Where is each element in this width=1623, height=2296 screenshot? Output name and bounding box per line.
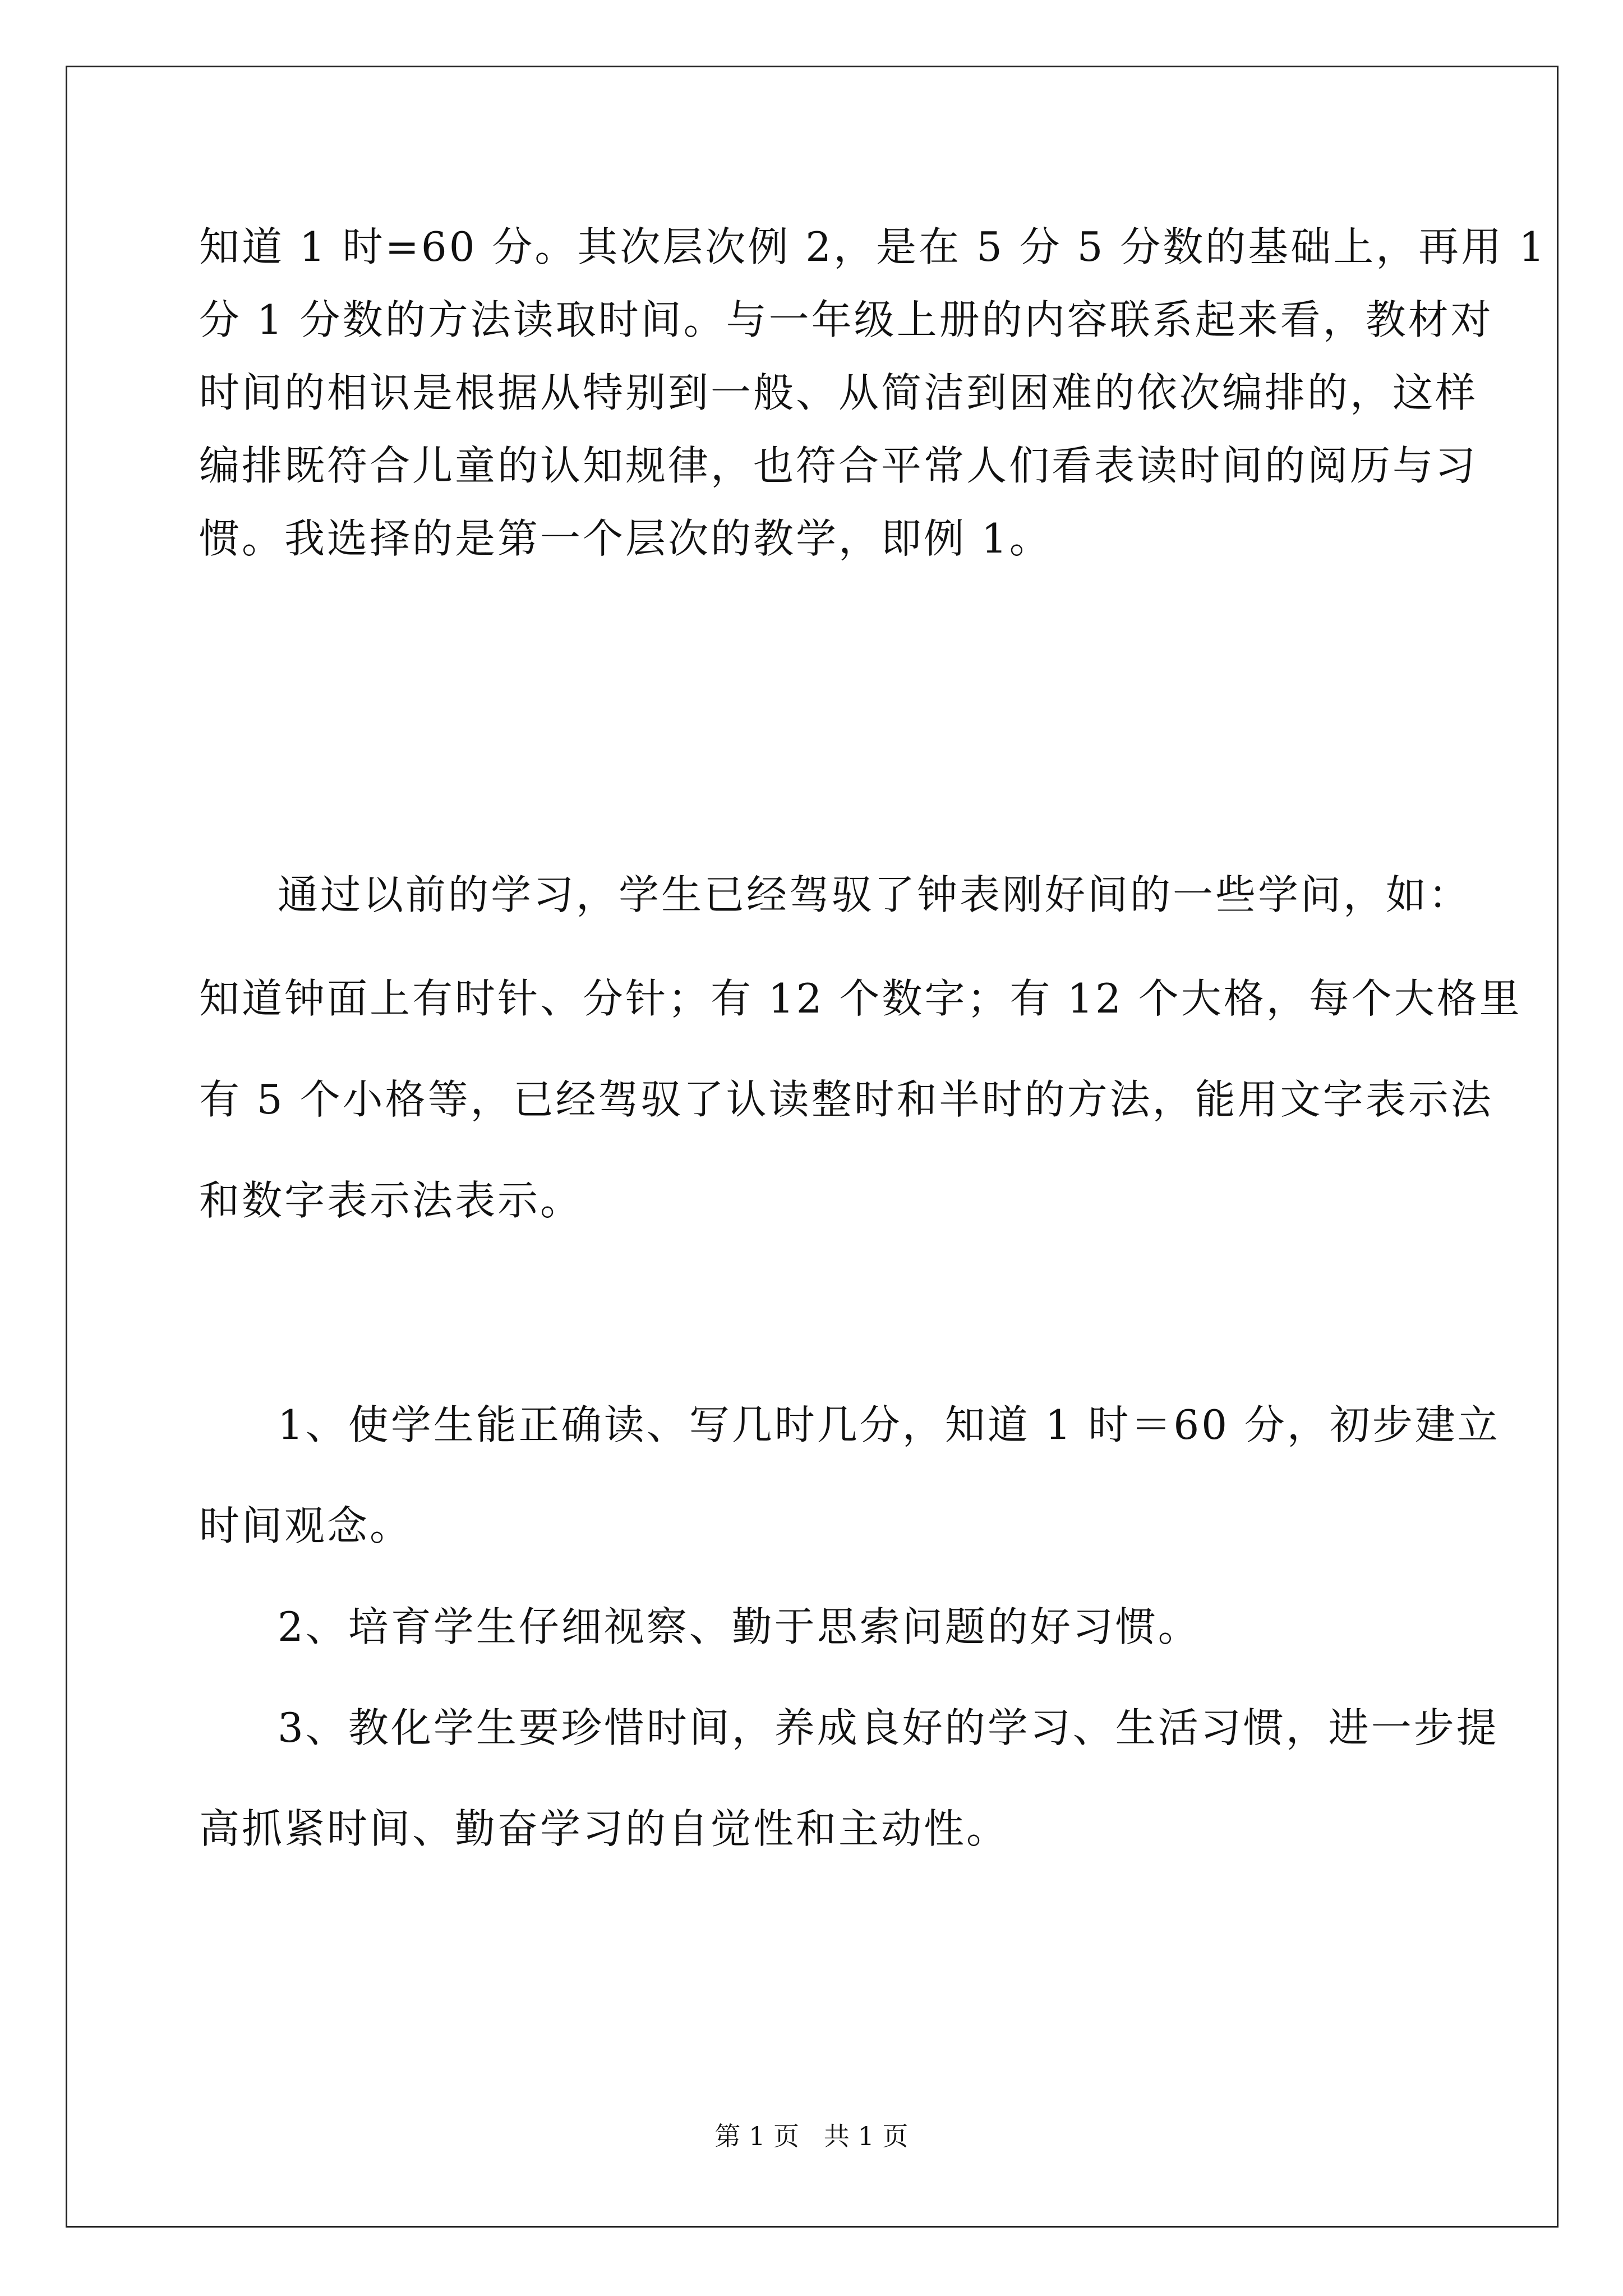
paragraph-2-line-4: 和数字表示法表示。 — [199, 1177, 583, 1224]
objective-3-line-2: 高抓紧时间、勤奋学习的自觉性和主动性。 — [199, 1805, 1009, 1852]
paragraph-2-line-1: 通过以前的学习，学生已经驾驭了钟表刚好间的一些学问，如： — [278, 871, 1472, 918]
paragraph-1-line-3: 时间的相识是根据从特别到一般、从简洁到困难的依次编排的，这样 — [199, 369, 1478, 416]
objective-1-line-1: 1、使学生能正确读、写几时几分，知道 1 时＝60 分，初步建立 — [278, 1401, 1500, 1448]
paragraph-2-line-3: 有 5 个小格等，已经驾驭了认读整时和半时的方法，能用文字表示法 — [199, 1076, 1493, 1123]
paragraph-1-line-1: 知道 1 时=60 分。其次层次例 2，是在 5 分 5 分数的基础上，再用 1 — [199, 223, 1547, 270]
paragraph-1-line-5: 惯。我选择的是第一个层次的教学，即例 1。 — [199, 515, 1052, 562]
paragraph-1-line-4: 编排既符合儿童的认知规律，也符合平常人们看表读时间的阅历与习 — [199, 442, 1478, 489]
objective-1-line-2: 时间观念。 — [199, 1502, 413, 1549]
page-number-footer: 第 1 页 共 1 页 — [714, 2121, 909, 2151]
objective-3-line-1: 3、教化学生要珍惜时间，养成良好的学习、生活习惯，进一步提 — [278, 1704, 1499, 1751]
paragraph-1-line-2: 分 1 分数的方法读取时间。与一年级上册的内容联系起来看，教材对 — [199, 296, 1493, 343]
objective-2-line-1: 2、培育学生仔细视察、勤于思索问题的好习惯。 — [278, 1603, 1201, 1650]
paragraph-2-line-2: 知道钟面上有时针、分针；有 12 个数字；有 12 个大格，每个大格里 — [199, 975, 1522, 1022]
